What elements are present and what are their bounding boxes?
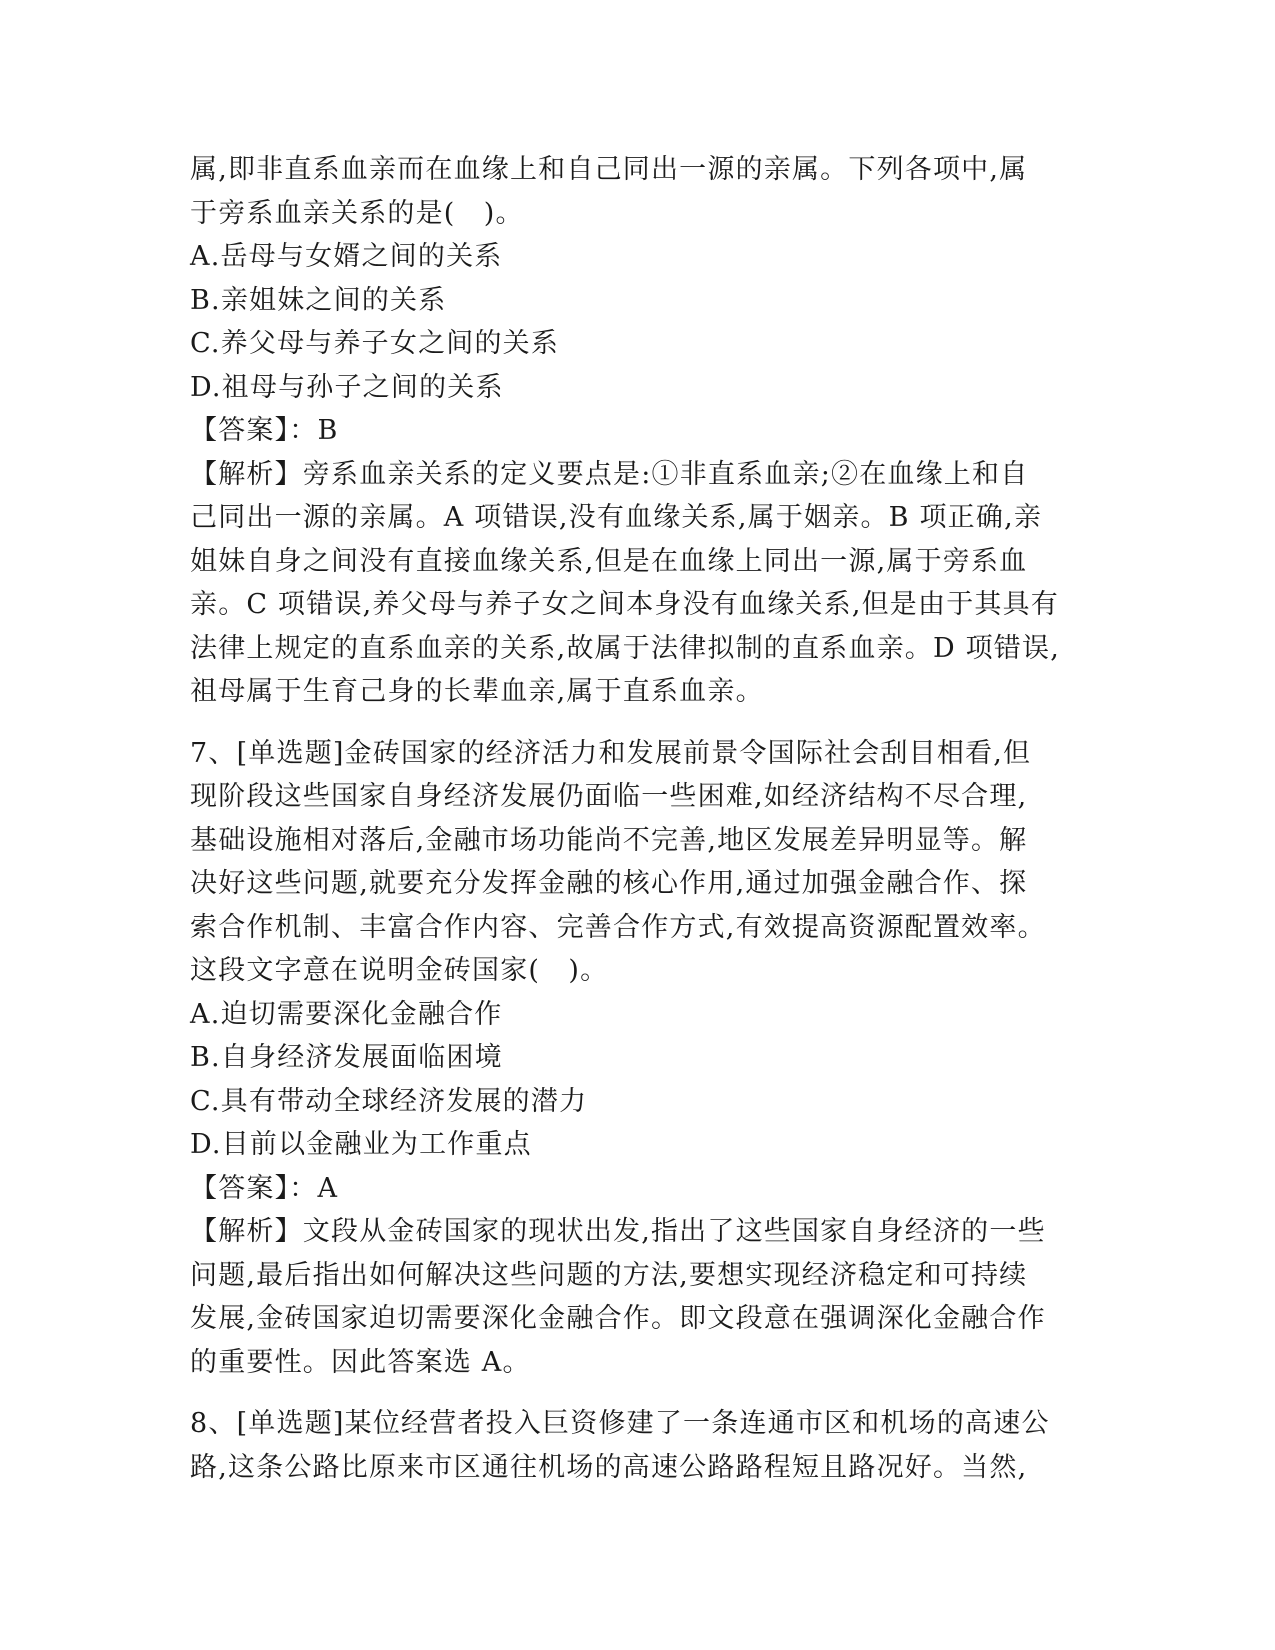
- q8-stem-line: 路,这条公路比原来市区通往机场的高速公路路程短且路况好。当然,: [190, 1451, 1028, 1483]
- q7-analysis-line: 问题,最后指出如何解决这些问题的方法,要想实现经济稳定和可持续: [190, 1259, 1028, 1291]
- q7-stem-line: 索合作机制、丰富合作内容、完善合作方式,有效提高资源配置效率。: [190, 911, 1046, 943]
- q6-stem-line: 于旁系血亲关系的是( )。: [190, 197, 524, 229]
- question-8: [190, 1402, 1085, 1489]
- q7-analysis-line: 发展,金砖国家迫切需要深化金融合作。即文段意在强调深化金融合作: [190, 1303, 1046, 1334]
- q7-option-a: A.迫切需要深化金融合作: [190, 998, 503, 1030]
- q6-option-b: B.亲姐妹之间的关系: [190, 284, 447, 316]
- q7-stem-line: 基础设施相对落后,金融市场功能尚不完善,地区发展差异明显等。解: [190, 824, 1028, 856]
- q7-analysis-line: 【解析】文段从金砖国家的现状出发,指出了这些国家自身经济的一些: [190, 1216, 1046, 1247]
- q6-answer: 【答案】：B: [190, 415, 339, 446]
- q6-option-d: D.祖母与孙子之间的关系: [190, 371, 504, 403]
- question-6: [190, 148, 1085, 714]
- q8-stem-line: 8、[单选题]某位经营者投入巨资修建了一条连通市区和机场的高速公: [190, 1408, 1050, 1439]
- q7-option-d: D.目前以金融业为工作重点: [190, 1129, 532, 1160]
- q7-stem-line: 这段文字意在说明金砖国家( )。: [190, 955, 609, 986]
- q6-analysis-line: 【解析】旁系血亲关系的定义要点是:①非直系血亲;②在血缘上和自: [190, 458, 1029, 490]
- q6-analysis-line: 姐妹自身之间没有直接血缘关系,但是在血缘上同出一源,属于旁系血: [190, 545, 1028, 577]
- q7-analysis-line: 的重要性。因此答案选 A。: [190, 1346, 531, 1378]
- section-gap: [190, 714, 1085, 732]
- q7-option-b: B.自身经济发展面临困境: [190, 1042, 503, 1073]
- q7-answer: 【答案】：A: [190, 1172, 339, 1204]
- q7-stem-line: 7、[单选题]金砖国家的经济活力和发展前景令国际社会刮目相看,但: [190, 737, 1032, 769]
- q7-stem-line: 现阶段这些国家自身经济发展仍面临一些困难,如经济结构不尽合理,: [190, 781, 1028, 812]
- q6-analysis-line: 亲。C 项错误,养父母与养子女之间本身没有血缘关系,但是由于其具有: [190, 589, 1060, 620]
- q6-stem-line: 属,即非直系血亲而在血缘上和自己同出一源的亲属。下列各项中,属: [190, 154, 1028, 185]
- q6-option-a: A.岳母与女婿之间的关系: [190, 241, 503, 272]
- q7-stem-line: 决好这些问题,就要充分发挥金融的核心作用,通过加强金融合作、探: [190, 868, 1028, 899]
- q6-analysis-line: 法律上规定的直系血亲的关系,故属于法律拟制的直系血亲。D 项错误,: [190, 632, 1060, 664]
- q6-option-c: C.养父母与养子女之间的关系: [190, 328, 560, 359]
- question-7: [190, 732, 1085, 1385]
- section-gap: [190, 1384, 1085, 1402]
- q6-analysis-line: 己同出一源的亲属。A 项错误,没有血缘关系,属于姻亲。B 项正确,亲: [190, 502, 1043, 533]
- q7-option-c: C.具有带动全球经济发展的潜力: [190, 1085, 588, 1117]
- q6-analysis-line: 祖母属于生育己身的长辈血亲,属于直系血亲。: [190, 676, 764, 707]
- document-page: [190, 148, 1085, 1489]
